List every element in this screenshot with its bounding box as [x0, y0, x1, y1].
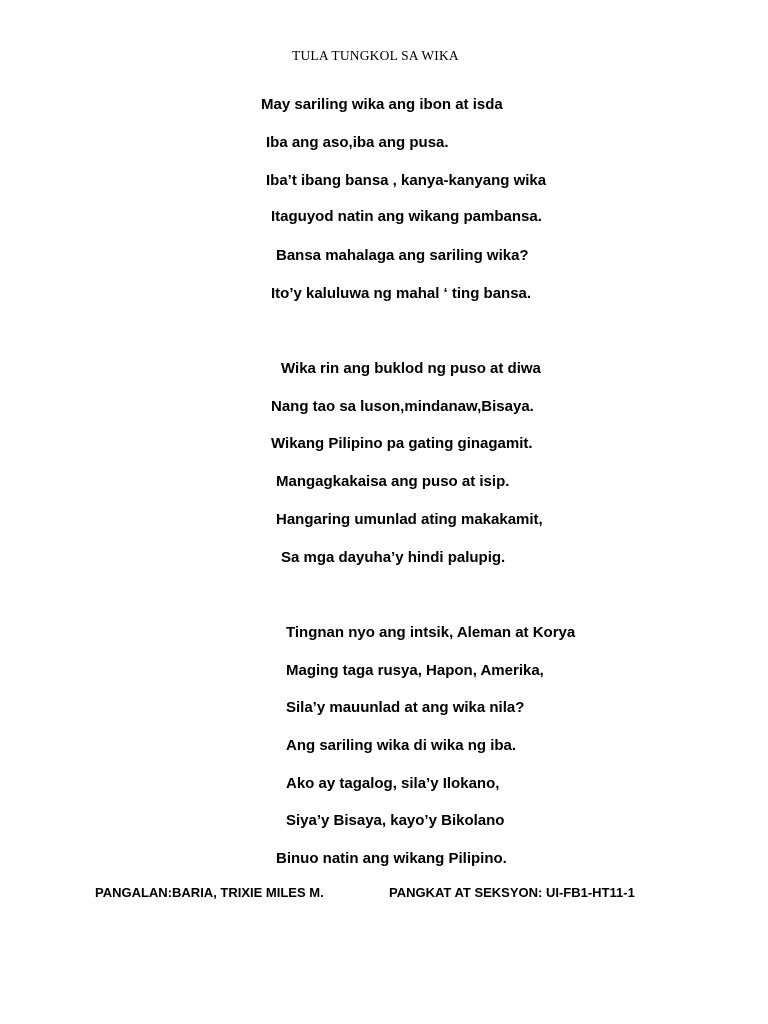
poem-line: Ito’y kaluluwa ng mahal ‘ ting bansa.: [271, 285, 532, 302]
poem-line: Sa mga dayuha’y hindi palupig.: [281, 549, 506, 566]
poem-title: TULA TUNGKOL SA WIKA: [292, 48, 459, 63]
poem-line: Maging taga rusya, Hapon, Amerika,: [286, 662, 544, 679]
poem-line: Nang tao sa luson,mindanaw,Bisaya.: [271, 398, 534, 415]
poem-line: May sariling wika ang ibon at isda: [261, 96, 503, 113]
poem-line: Iba’t ibang bansa , kanya-kanyang wika: [266, 172, 547, 189]
poem-line: Wika rin ang buklod ng puso at diwa: [281, 360, 541, 377]
poem-line: Mangagkakaisa ang puso at isip.: [276, 473, 510, 490]
poem-line: Wikang Pilipino pa gating ginagamit.: [271, 435, 533, 452]
poem-line: Siya’y Bisaya, kayo’y Bikolano: [286, 812, 505, 829]
poem-line: Binuo natin ang wikang Pilipino.: [276, 850, 507, 867]
poem-line: Hangaring umunlad ating makakamit,: [276, 511, 543, 528]
poem-line: Sila’y mauunlad at ang wika nila?: [286, 699, 525, 716]
poem-line: Itaguyod natin ang wikang pambansa.: [271, 208, 542, 225]
poem-line: Tingnan nyo ang intsik, Aleman at Korya: [286, 624, 576, 641]
poem-line: Bansa mahalaga ang sariling wika?: [276, 247, 529, 264]
poem-line: Ang sariling wika di wika ng iba.: [286, 737, 517, 754]
section-info: PANGKAT AT SEKSYON: UI-FB1-HT11-1: [389, 885, 635, 900]
poem-line: Ako ay tagalog, sila’y Ilokano,: [286, 775, 500, 792]
poem-line: Iba ang aso,iba ang pusa.: [266, 134, 449, 151]
student-name: PANGALAN:BARIA, TRIXIE MILES M.: [95, 885, 324, 900]
